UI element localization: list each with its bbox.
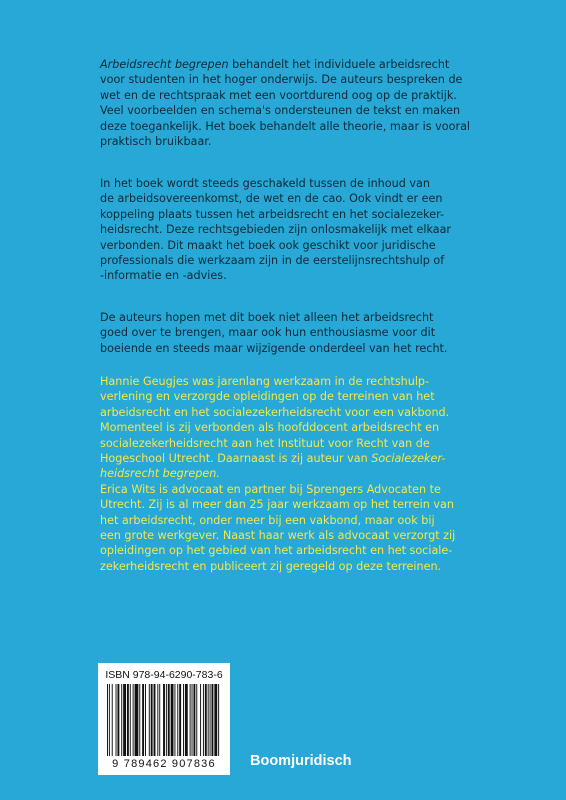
barcode-bar — [171, 684, 174, 756]
paragraph-line: goed over te brengen, maar ook hun enthousiasme voor dit — [100, 326, 436, 340]
paragraph-line: boeiende en steeds maar wijzigende onderdeel van het recht. — [100, 341, 448, 355]
bio-line: socialezekerheidsrecht aan het Instituut voor Recht van de — [100, 436, 430, 450]
barcode-bar — [145, 684, 146, 756]
author-bio — [100, 374, 520, 574]
barcode-bar — [183, 684, 184, 756]
barcode-bar — [149, 684, 150, 756]
barcode-bar — [117, 684, 119, 756]
barcode-bar — [190, 684, 191, 756]
bio-line: zekerheidsrecht en publiceert zij geregeld op deze terreinen. — [100, 559, 442, 573]
barcode-bar — [174, 684, 175, 756]
barcode-bar — [123, 684, 126, 756]
barcode-bar — [142, 684, 144, 756]
barcode-bar — [112, 684, 113, 756]
barcode-bar — [212, 684, 214, 756]
paragraph-line: voor studenten in het hoger onderwijs. De auteurs bespreken de — [100, 73, 463, 87]
barcode-bar — [177, 684, 178, 756]
barcode-digits: 9 789462 907836 — [112, 758, 216, 770]
paragraph-line: deze toegankelijk. Het boek behandelt alle theorie, maar is vooral — [100, 119, 471, 133]
barcode-bar — [116, 684, 117, 756]
barcode-bar — [109, 684, 110, 756]
paragraph-line: verbonden. Dit maakt het boek ook geschikt voor juridische — [100, 238, 436, 252]
bio-line: verlening en verzorgde opleidingen op de terreinen van het — [100, 390, 435, 404]
barcode-bar — [135, 684, 139, 756]
paragraph-line: Veel voorbeelden en schema's ondersteunen de tekst en maken — [100, 104, 461, 118]
bio-line: een grote werkgever. Naast haar werk als advocaat verzorgt zij — [100, 529, 456, 543]
barcode-bar — [214, 684, 217, 756]
bio-line: Hogeschool Utrecht. Daarnaast is zij auteur van Socialezeker- — [100, 452, 446, 466]
barcode-bar — [210, 684, 211, 756]
paragraph-line: -informatie en -advies. — [100, 269, 227, 283]
bio-line: arbeidsrecht en het socialezekerheidsrecht voor een vakbond. — [100, 405, 450, 419]
barcode-bar — [157, 684, 158, 756]
paragraph-line: praktisch bruikbaar. — [100, 135, 212, 149]
barcode-bar — [200, 684, 201, 756]
book-title-italic: Arbeidsrecht begrepen — [100, 58, 229, 71]
barcode-bar — [196, 684, 197, 756]
barcode-bar — [218, 684, 219, 756]
bio-line: Utrecht. Zij is al meer dan 25 jaar werkzaam op het terrein van — [100, 498, 454, 512]
barcode-bar — [208, 684, 209, 756]
book-title-italic: heidsrecht begrepen. — [100, 467, 220, 481]
paragraph-line: de arbeidsovereenkomst, de wet en de cao. Ook vindt er een — [100, 192, 443, 206]
barcode-bar — [139, 684, 140, 756]
barcode-bar — [168, 684, 170, 756]
bio-line: het arbeidsrecht, onder meer bij een vakbond, maar ook bij — [100, 513, 435, 527]
barcode-bar — [179, 684, 181, 756]
bio-line: opleidingen op het gebied van het arbeidsrecht en het sociale- — [100, 544, 453, 558]
paragraph-line: In het boek wordt steeds geschakeld tussen de inhoud van — [100, 177, 430, 190]
paragraph-line: koppeling plaats tussen het arbeidsrecht en het socialezeker- — [100, 207, 445, 221]
bio-line: Momenteel is zij verbonden als hoofddocent arbeidsrecht en — [100, 421, 440, 435]
bio-line: Erica Wits is advocaat en partner bij Sprengers Advocaten te — [100, 482, 441, 496]
isbn-label: ISBN 978-94-6290-783-6 — [105, 669, 223, 681]
barcode-bar — [130, 684, 131, 756]
paragraph-line: wet en de rechtspraak met een voortdurend oog op de praktijk. — [100, 88, 457, 102]
barcode-bar — [121, 684, 122, 756]
barcode-bar — [133, 684, 134, 756]
barcode-bar — [159, 684, 160, 756]
book-title-italic: Socialezeker- — [371, 452, 446, 466]
barcode-bar — [154, 684, 156, 756]
description-paragraph-3 — [100, 310, 520, 356]
barcode-bar — [192, 684, 193, 756]
publisher-logo: Boomjuridisch — [250, 753, 352, 769]
barcode-bar — [107, 684, 108, 756]
paragraph-line: De auteurs hopen met dit boek niet alleen het arbeidsrecht — [100, 311, 434, 324]
isbn-barcode — [98, 663, 230, 775]
description-paragraph-2 — [100, 176, 520, 284]
barcode-bar — [205, 684, 207, 756]
barcode-bar — [203, 684, 204, 756]
barcode-bar — [193, 684, 195, 756]
barcode-bar — [163, 684, 165, 756]
paragraph-line: professionals die werkzaam zijn in de eerstelijnsrechtshulp of — [100, 254, 445, 268]
barcode-bars-icon — [105, 684, 223, 756]
barcode-bar — [151, 684, 153, 756]
barcode-bar — [185, 684, 188, 756]
barcode-bar — [127, 684, 129, 756]
barcode-bar — [166, 684, 167, 756]
paragraph-line: Arbeidsrecht begrepen behandelt het individuele arbeidsrecht — [100, 58, 450, 71]
bio-line — [100, 466, 520, 481]
bio-line: Hannie Geugjes was jarenlang werkzaam in de rechtshulp- — [100, 375, 430, 388]
paragraph-line: heidsrecht. Deze rechtsgebieden zijn onlosmakelijk met elkaar — [100, 223, 452, 237]
description-paragraph-1 — [100, 57, 520, 149]
